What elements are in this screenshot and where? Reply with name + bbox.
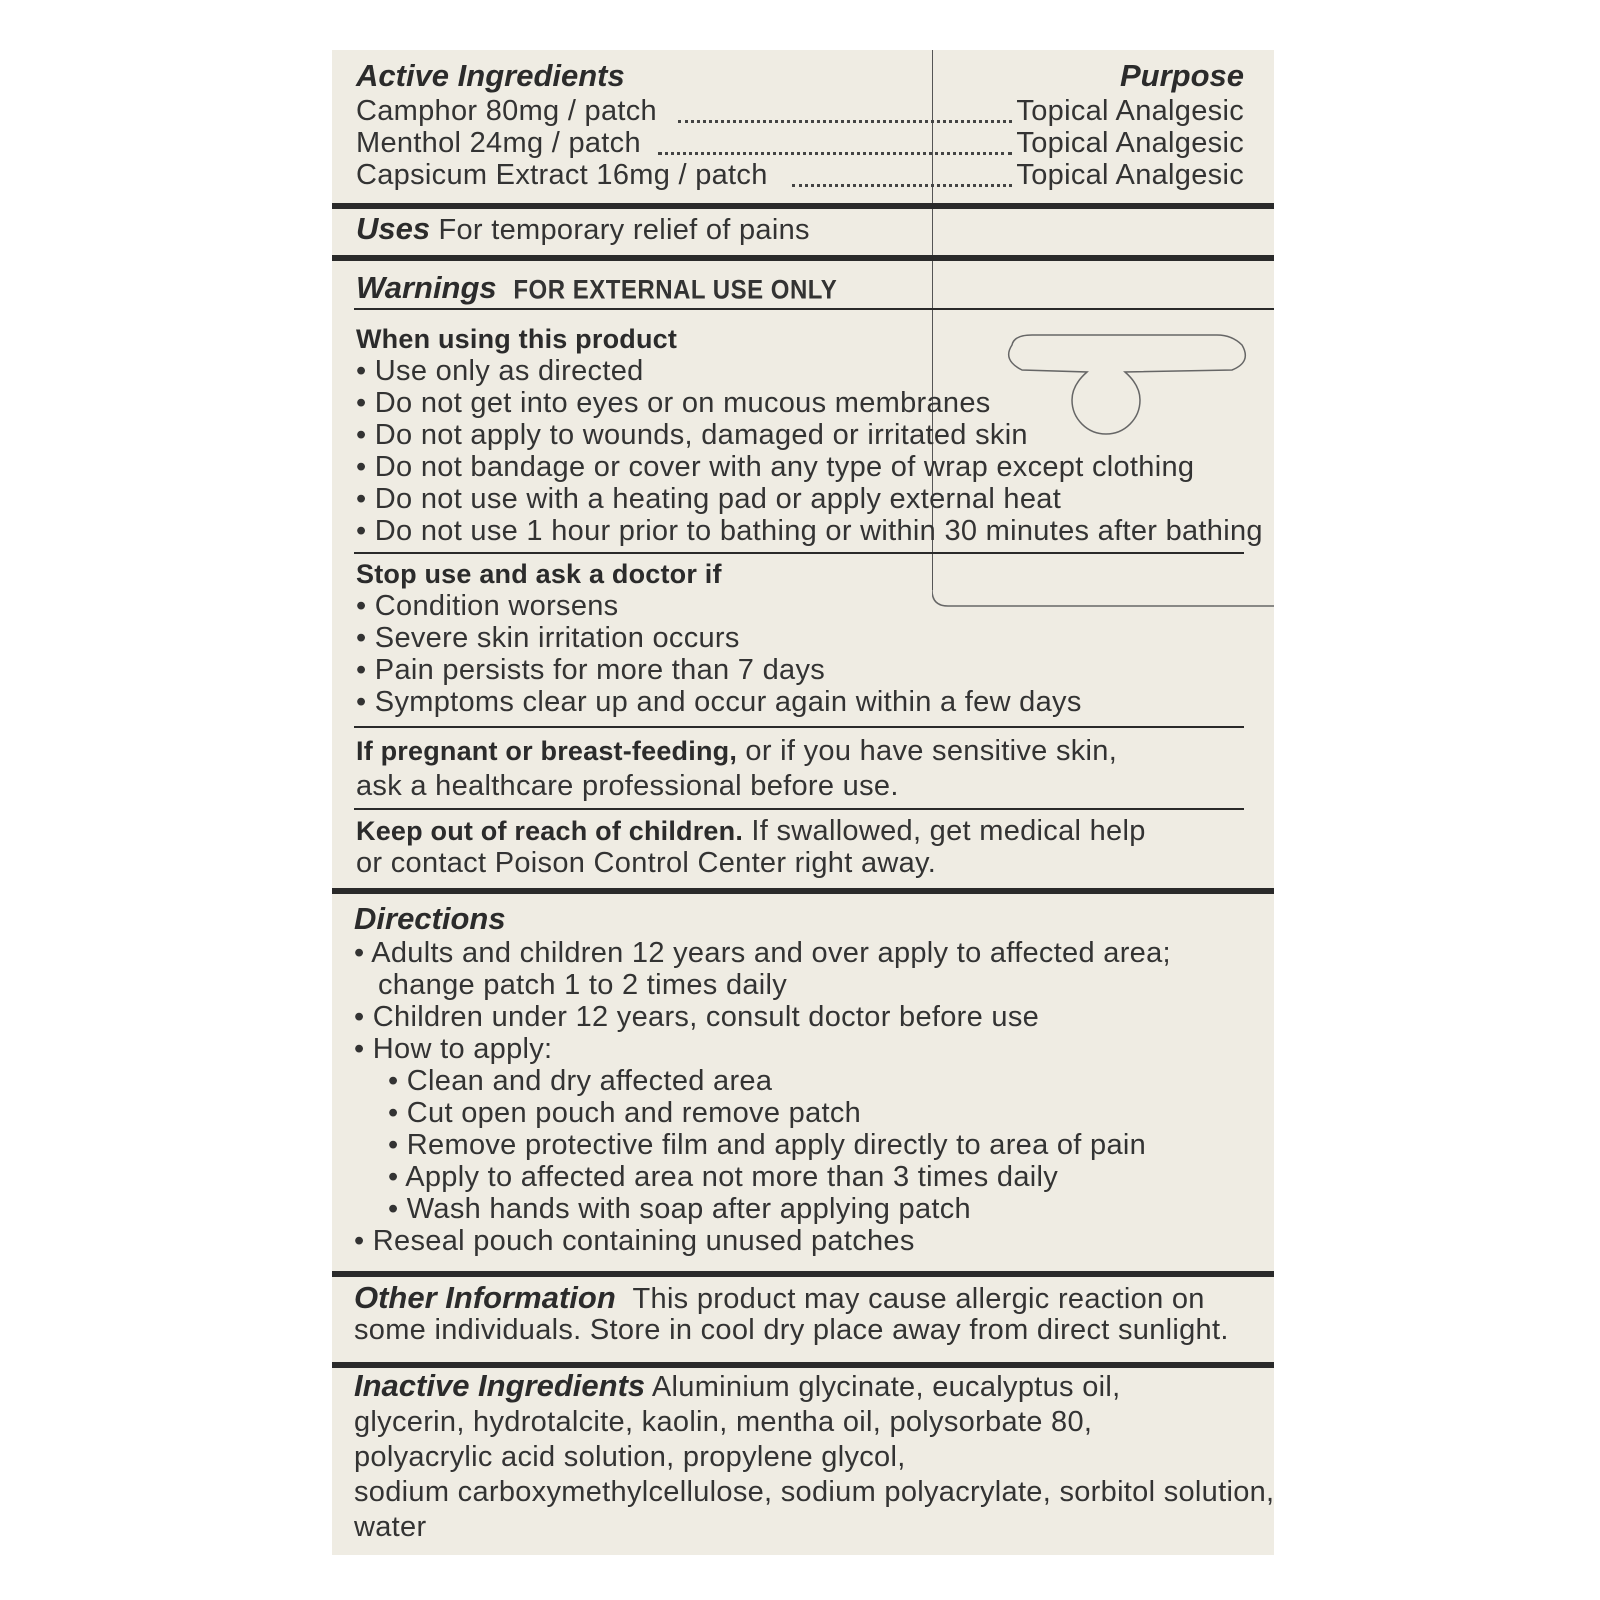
ingredient-2-name: Menthol 24mg / patch xyxy=(356,127,641,159)
subsection-rule xyxy=(354,808,1244,810)
direction-subitem: • Apply to affected area not more than 3 times daily xyxy=(388,1161,1059,1193)
inactive-line: water xyxy=(354,1511,427,1543)
children-line-2: or contact Poison Control Center right away. xyxy=(356,847,937,879)
dot-leader xyxy=(792,184,1012,187)
children-text: If swallowed, get medical help xyxy=(751,815,1146,847)
warning-item: • Do not use with a heating pad or apply external heat xyxy=(356,483,1062,515)
drug-facts-panel xyxy=(332,50,1274,1555)
stop-use-item: • Pain persists for more than 7 days xyxy=(356,654,826,686)
ingredient-1-name: Camphor 80mg / patch xyxy=(356,95,657,127)
stop-use-item: • Symptoms clear up and occur again within a few days xyxy=(356,686,1082,718)
section-rule xyxy=(332,255,1274,261)
section-rule xyxy=(332,1271,1274,1277)
direction-item: • Adults and children 12 years and over apply to affected area; xyxy=(354,937,1171,969)
ingredient-3-name: Capsicum Extract 16mg / patch xyxy=(356,159,768,191)
when-using-heading: When using this product xyxy=(356,324,678,354)
direction-subitem: • Cut open pouch and remove patch xyxy=(388,1097,862,1129)
active-ingredients-heading: Active Ingredients xyxy=(356,58,625,93)
warning-item: • Do not get into eyes or on mucous membranes xyxy=(356,387,991,419)
direction-item-continued: change patch 1 to 2 times daily xyxy=(378,969,788,1001)
stop-use-item: • Condition worsens xyxy=(356,590,619,622)
inactive-text: Aluminium glycinate, eucalyptus oil, xyxy=(651,1371,1121,1403)
uses-text: For temporary relief of pains xyxy=(438,214,810,246)
direction-item: • Children under 12 years, consult doctor before use xyxy=(354,1001,1040,1033)
inactive-line: glycerin, hydrotalcite, kaolin, mentha oil, polysorbate 80, xyxy=(354,1406,1093,1438)
children-line-1 xyxy=(356,815,1146,847)
direction-subitem: • Clean and dry affected area xyxy=(388,1065,773,1097)
section-rule xyxy=(332,203,1274,209)
inactive-line: sodium carboxymethylcellulose, sodium polyacrylate, sorbitol solution, xyxy=(354,1476,1274,1508)
stop-use-heading: Stop use and ask a doctor if xyxy=(356,559,722,589)
uses-heading: Uses xyxy=(356,211,431,246)
pregnant-bold: If pregnant or breast-feeding, xyxy=(356,736,738,766)
other-info-heading: Other Information xyxy=(354,1280,616,1315)
other-info-line-1 xyxy=(354,1282,1205,1315)
section-rule xyxy=(332,888,1274,894)
warnings-heading: Warnings xyxy=(356,270,497,305)
warnings-line xyxy=(356,272,837,307)
pregnant-line-1 xyxy=(356,735,1117,767)
ingredient-1-purpose: Topical Analgesic xyxy=(1016,95,1244,127)
directions-heading: Directions xyxy=(354,901,506,936)
dot-leader xyxy=(678,120,1012,123)
pregnant-line-2: ask a healthcare professional before use. xyxy=(356,770,899,802)
subsection-rule xyxy=(354,726,1244,728)
ingredient-2-purpose: Topical Analgesic xyxy=(1016,127,1244,159)
inactive-line-1 xyxy=(354,1370,1120,1403)
warning-item: • Do not bandage or cover with any type of wrap except clothing xyxy=(356,451,1195,483)
other-info-text: This product may cause allergic reaction on xyxy=(632,1283,1205,1315)
subsection-rule xyxy=(354,552,1244,554)
direction-item: • Reseal pouch containing unused patches xyxy=(354,1225,915,1257)
direction-subitem: • Wash hands with soap after applying patch xyxy=(388,1193,971,1225)
direction-subitem: • Remove protective film and apply directly to area of pain xyxy=(388,1129,1147,1161)
uses-line xyxy=(356,213,810,246)
pregnant-text: or if you have sensitive skin, xyxy=(745,735,1118,767)
inactive-line: polyacrylic acid solution, propylene glycol, xyxy=(354,1441,906,1473)
warning-item: • Do not apply to wounds, damaged or irritated skin xyxy=(356,419,1028,451)
subsection-rule xyxy=(354,308,1274,310)
warning-item: • Do not use 1 hour prior to bathing or within 30 minutes after bathing xyxy=(356,515,1263,547)
warning-item: • Use only as directed xyxy=(356,355,644,387)
other-info-line-2: some individuals. Store in cool dry place away from direct sunlight. xyxy=(354,1314,1229,1346)
dot-leader xyxy=(658,152,1012,155)
purpose-heading: Purpose xyxy=(1119,58,1244,93)
direction-item: • How to apply: xyxy=(354,1033,553,1065)
children-bold: Keep out of reach of children. xyxy=(356,816,744,846)
stop-use-item: • Severe skin irritation occurs xyxy=(356,622,740,654)
inactive-heading: Inactive Ingredients xyxy=(354,1368,646,1403)
ingredient-3-purpose: Topical Analgesic xyxy=(1016,159,1244,191)
external-use-notice: FOR EXTERNAL USE ONLY xyxy=(513,275,838,306)
